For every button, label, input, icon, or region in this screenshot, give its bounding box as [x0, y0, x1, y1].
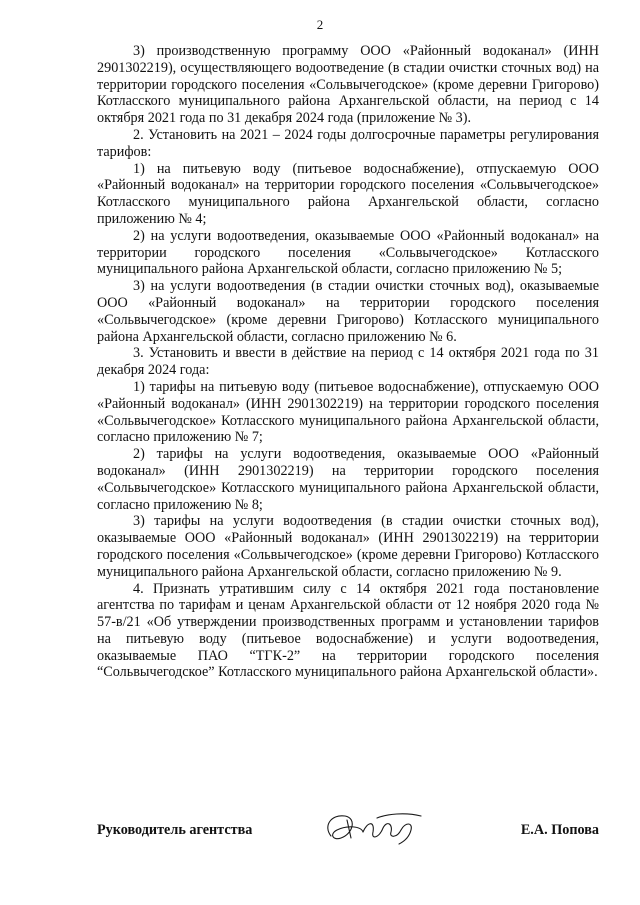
paragraph-tariff-sewage-treatment: 3) тарифы на услуги водоотведения (в стадии очистки сточных вод), оказываемые ООО «Районный водоканал» (ИНН 2901302219) на территории городского поселения «Сольвычегодское» (кроме деревни Григорово) Котласского муниципального района Архангельской области, согласно приложению № 9.	[97, 513, 599, 580]
paragraph-param-drinking-water: 1) на питьевую воду (питьевое водоснабжение), отпускаемую ООО «Районный водоканал» на территории городского поселения «Сольвычегодское» Котласского муниципального района Архангельской области, согласно приложению № 4;	[97, 160, 599, 227]
paragraph-param-sewage-treatment: 3) на услуги водоотведения (в стадии очистки сточных вод), оказываемые ООО «Районный водоканал» на территории городского поселения «Сольвычегодское» (кроме деревни Григорово) Котласского муниципального района Архангельской области, согласно приложению № 6.	[97, 278, 599, 345]
document-body	[97, 43, 599, 681]
paragraph-item-3-production-program-sewage-treatment: 3) производственную программу ООО «Районный водоканал» (ИНН 2901302219), осуществляющего водоотведение (в стадии очистки сточных вод) на территории городского поселения «Сольвычегодское» (кроме деревни Григорово) Котласского муниципального района Архангельской области, на период с 14 октября 2021 года по 31 декабря 2024 года (приложение № 3).	[97, 43, 599, 127]
paragraph-section-4-repeal: 4. Признать утратившим силу с 14 октября 2021 года постановление агентства по тарифам и ценам Архангельской области от 12 ноября 2020 года № 57-в/21 «Об утверждении производственных программ и установлении тарифов на питьевую воду (питьевое водоснабжение) и услуги водоотведения, оказываемые ПАО “ТГК-2” на территории городского поселения “Сольвычегодское” Котласского муниципального района Архангельской области».	[97, 580, 599, 681]
paragraph-param-sewage: 2) на услуги водоотведения, оказываемые ООО «Районный водоканал» на территории городского поселения «Сольвычегодское» Котласского муниципального района Архангельской области, согласно приложению № 5;	[97, 227, 599, 278]
paragraph-section-2-long-term-parameters: 2. Установить на 2021 – 2024 годы долгосрочные параметры регулирования тарифов:	[97, 126, 599, 160]
paragraph-section-3-tariffs: 3. Установить и ввести в действие на период с 14 октября 2021 года по 31 декабря 2024 года:	[97, 345, 599, 379]
signatory-name: Е.А. Попова	[520, 822, 599, 838]
paragraph-tariff-sewage: 2) тарифы на услуги водоотведения, оказываемые ООО «Районный водоканал» (ИНН 2901302219) на территории городского поселения «Сольвычегодское» Котласского муниципального района Архангельской области, согласно приложению № 8;	[97, 446, 599, 513]
paragraph-tariff-drinking-water: 1) тарифы на питьевую воду (питьевое водоснабжение), отпускаемую ООО «Районный водоканал» (ИНН 2901302219) на территории городского поселения «Сольвычегодское» Котласского муниципального района Архангельской области, согласно приложению № 7;	[97, 378, 599, 446]
handwritten-signature	[317, 808, 427, 848]
signature-block	[97, 808, 599, 848]
page-number: 2	[316, 17, 324, 32]
signatory-title: Руководитель агентства	[97, 822, 253, 838]
